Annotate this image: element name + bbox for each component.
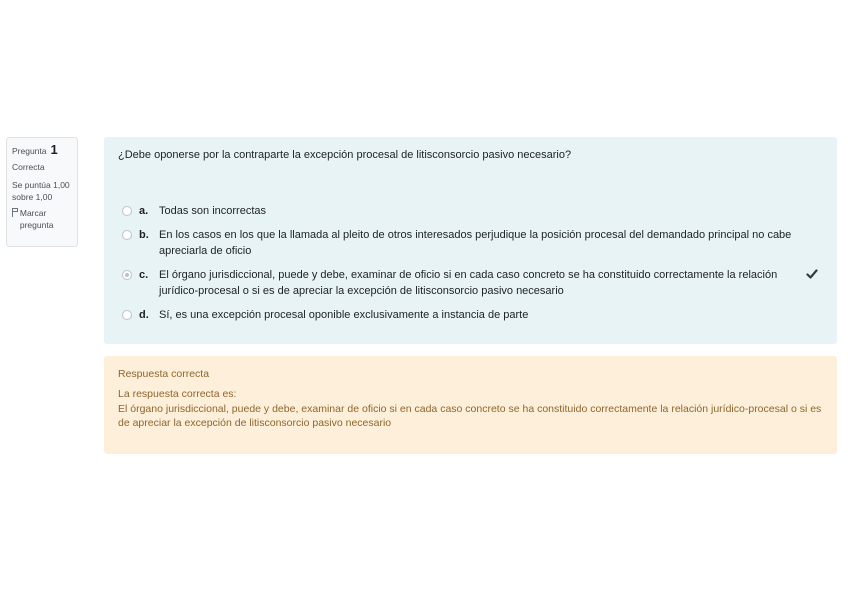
question-formulation — [104, 137, 837, 344]
answer-letter: a. — [139, 205, 149, 217]
answer-text: En los casos en los que la llamada al pleito de otros interesados perjudique la posición procesal del demandado principal no cabe apreciarla de oficio — [159, 229, 792, 257]
correct-check-icon — [806, 268, 818, 280]
answer-letter: c. — [139, 269, 149, 281]
radio-option-b[interactable] — [122, 230, 132, 240]
answer-text: El órgano jurisdiccional, puede y debe, examinar de oficio si en cada caso concreto se ha constituido correctamente la relación jurídico-procesal o si es de apreciar la excepción de litisconsorcio pasivo necesario — [159, 269, 778, 297]
radio-option-c[interactable] — [122, 270, 132, 280]
question-label: Pregunta — [12, 146, 47, 156]
feedback-intro: La respuesta correcta es: — [118, 388, 237, 400]
feedback-correct-answer: El órgano jurisdiccional, puede y debe, examinar de oficio si en cada caso concreto se ha constituido correctamente la relación jurídico-procesal o si es de apreciar la excepción de litisconsorcio pasivo necesario — [118, 403, 822, 429]
answer-option-b[interactable] — [122, 227, 822, 259]
answer-letter: d. — [139, 309, 149, 321]
answer-option-a[interactable] — [122, 203, 822, 219]
flag-question-link[interactable] — [12, 207, 72, 231]
answer-text: Sí, es una excepción procesal oponible exclusivamente a instancia de parte — [159, 309, 529, 321]
radio-option-d[interactable] — [122, 310, 132, 320]
question-grade: Se puntúa 1,00 sobre 1,00 — [12, 180, 70, 202]
question-number: 1 — [50, 142, 58, 157]
question-info-panel — [6, 137, 78, 247]
flag-icon[interactable] — [12, 208, 18, 217]
answer-list — [122, 203, 822, 331]
feedback-panel — [104, 356, 837, 454]
radio-option-a[interactable] — [122, 206, 132, 216]
flag-question-label[interactable]: Marcar pregunta — [19, 208, 54, 230]
answer-letter: b. — [139, 229, 149, 241]
question-state: Correcta — [12, 162, 45, 172]
answer-text: Todas son incorrectas — [159, 205, 266, 217]
question-number-row — [12, 144, 72, 157]
answer-option-c[interactable] — [122, 267, 822, 299]
feedback-title: Respuesta correcta — [118, 368, 210, 380]
question-text: ¿Debe oponerse por la contraparte la excepción procesal de litisconsorcio pasivo necesario? — [118, 149, 572, 161]
answer-option-d[interactable] — [122, 307, 822, 323]
